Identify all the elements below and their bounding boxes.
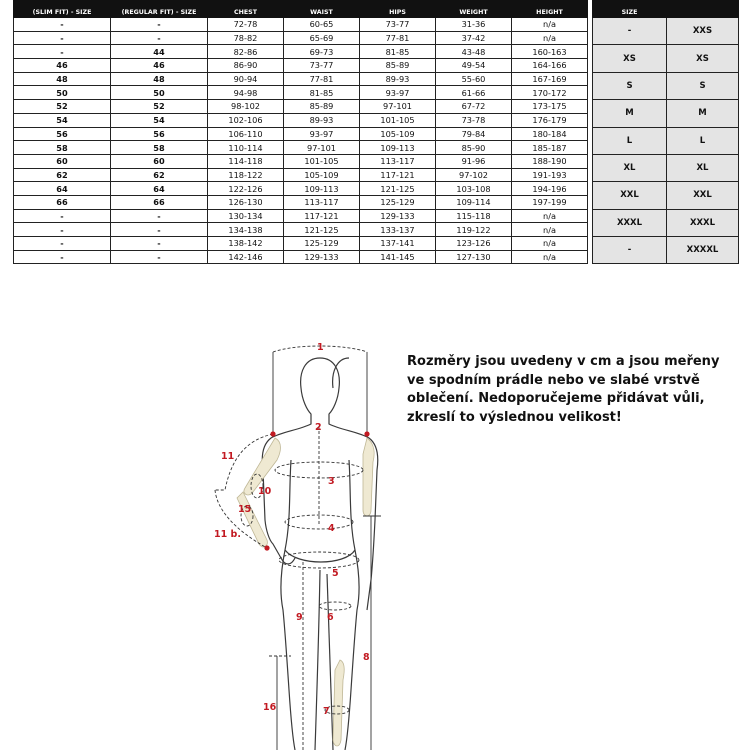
cell-waist: 77-81 (284, 72, 360, 86)
header-size-b (667, 1, 739, 18)
label-4: 4 (328, 523, 335, 534)
cell-weight: 91-96 (436, 154, 512, 168)
size-group-a: - (593, 18, 667, 45)
cell-chest: 86-90 (208, 59, 284, 73)
cell-chest: 134-138 (208, 223, 284, 237)
cell-hips: 129-133 (360, 209, 436, 223)
cell-slim: 64 (14, 182, 111, 196)
label-8: 8 (363, 652, 370, 663)
table-row (14, 100, 739, 114)
cell-chest: 130-134 (208, 209, 284, 223)
measurement-note: Rozměry jsou uvedeny v cm a jsou meřeny ve spodním prádle nebo ve slabé vrstvě oblečení. Nedoporučejeme přidávat vůli, zkreslí to výslednou velikost! (407, 354, 720, 425)
cell-weight: 79-84 (436, 127, 512, 141)
cell-waist: 117-121 (284, 209, 360, 223)
column-gap (588, 141, 593, 155)
cell-chest: 142-146 (208, 250, 284, 264)
size-group-a: XS (593, 45, 667, 72)
cell-waist: 109-113 (284, 182, 360, 196)
size-group-a: L (593, 127, 667, 154)
column-gap (588, 113, 593, 127)
cell-slim: 58 (14, 141, 111, 155)
table-row (14, 18, 739, 32)
cell-hips: 81-85 (360, 45, 436, 59)
cell-hips: 113-117 (360, 154, 436, 168)
column-gap (588, 31, 593, 45)
cell-height: 176-179 (512, 113, 588, 127)
cell-regular: - (111, 250, 208, 264)
table-row (14, 237, 739, 251)
cell-weight: 55-60 (436, 72, 512, 86)
header-size-a: SIZE (593, 1, 667, 18)
cell-chest: 102-106 (208, 113, 284, 127)
cell-height: 173-175 (512, 100, 588, 114)
label-3: 3 (328, 476, 335, 487)
cell-weight: 31-36 (436, 18, 512, 32)
cell-regular: 52 (111, 100, 208, 114)
table-row (14, 154, 739, 168)
cell-slim: 50 (14, 86, 111, 100)
size-group-a: XXL (593, 182, 667, 209)
cell-waist: 89-93 (284, 113, 360, 127)
cell-weight: 85-90 (436, 141, 512, 155)
cell-waist: 105-109 (284, 168, 360, 182)
cell-slim: - (14, 223, 111, 237)
cell-waist: 125-129 (284, 237, 360, 251)
cell-slim: 60 (14, 154, 111, 168)
cell-height: 180-184 (512, 127, 588, 141)
table-row (14, 45, 739, 59)
table-row (14, 182, 739, 196)
cell-slim: - (14, 45, 111, 59)
cell-waist: 81-85 (284, 86, 360, 100)
cell-height: 188-190 (512, 154, 588, 168)
cell-chest: 82-86 (208, 45, 284, 59)
size-group-b: L (667, 127, 739, 154)
cell-hips: 97-101 (360, 100, 436, 114)
size-group-a: M (593, 100, 667, 127)
cell-regular: 56 (111, 127, 208, 141)
cell-slim: 56 (14, 127, 111, 141)
cell-slim: - (14, 250, 111, 264)
cell-chest: 114-118 (208, 154, 284, 168)
size-group-b: XL (667, 154, 739, 181)
label-10: 10 (258, 486, 272, 497)
label-9: 9 (296, 612, 303, 623)
cell-regular: 60 (111, 154, 208, 168)
cell-height: 170-172 (512, 86, 588, 100)
cell-slim: - (14, 31, 111, 45)
cell-height: 167-169 (512, 72, 588, 86)
label-11b: 11 b. (214, 529, 241, 540)
column-gap (588, 250, 593, 264)
cell-hips: 133-137 (360, 223, 436, 237)
column-gap (588, 195, 593, 209)
cell-waist: 73-77 (284, 59, 360, 73)
cell-waist: 129-133 (284, 250, 360, 264)
cell-slim: - (14, 237, 111, 251)
cell-height: 164-166 (512, 59, 588, 73)
cell-height: n/a (512, 209, 588, 223)
cell-regular: - (111, 31, 208, 45)
cell-weight: 119-122 (436, 223, 512, 237)
cell-regular: - (111, 209, 208, 223)
cell-waist: 101-105 (284, 154, 360, 168)
size-table (13, 0, 739, 264)
cell-regular: 48 (111, 72, 208, 86)
cell-slim: 52 (14, 100, 111, 114)
cell-hips: 93-97 (360, 86, 436, 100)
label-11: 11 (221, 451, 235, 462)
label-16: 16 (263, 702, 277, 713)
cell-chest: 138-142 (208, 237, 284, 251)
body-measurement-figure (195, 330, 425, 750)
header-height: HEIGHT (512, 1, 588, 18)
cell-hips: 73-77 (360, 18, 436, 32)
cell-waist: 121-125 (284, 223, 360, 237)
cell-chest: 106-110 (208, 127, 284, 141)
cell-regular: 54 (111, 113, 208, 127)
cell-regular: 64 (111, 182, 208, 196)
cell-regular: - (111, 18, 208, 32)
cell-waist: 60-65 (284, 18, 360, 32)
cell-slim: 46 (14, 59, 111, 73)
size-group-b: XXS (667, 18, 739, 45)
cell-weight: 127-130 (436, 250, 512, 264)
cell-chest: 98-102 (208, 100, 284, 114)
cell-hips: 77-81 (360, 31, 436, 45)
size-group-b: S (667, 72, 739, 99)
cell-hips: 109-113 (360, 141, 436, 155)
cell-height: 191-193 (512, 168, 588, 182)
cell-chest: 126-130 (208, 195, 284, 209)
cell-weight: 67-72 (436, 100, 512, 114)
cell-regular: 50 (111, 86, 208, 100)
size-group-b: XS (667, 45, 739, 72)
label-6: 6 (327, 612, 334, 623)
cell-regular: - (111, 223, 208, 237)
cell-waist: 69-73 (284, 45, 360, 59)
label-1: 1 (317, 342, 324, 353)
cell-hips: 141-145 (360, 250, 436, 264)
cell-height: n/a (512, 237, 588, 251)
cell-weight: 37-42 (436, 31, 512, 45)
cell-weight: 43-48 (436, 45, 512, 59)
cell-height: 194-196 (512, 182, 588, 196)
cell-hips: 85-89 (360, 59, 436, 73)
cell-regular: 58 (111, 141, 208, 155)
cell-regular: - (111, 237, 208, 251)
cell-hips: 117-121 (360, 168, 436, 182)
cell-chest: 110-114 (208, 141, 284, 155)
cell-weight: 73-78 (436, 113, 512, 127)
cell-height: n/a (512, 31, 588, 45)
cell-height: n/a (512, 250, 588, 264)
label-2: 2 (315, 422, 322, 433)
cell-hips: 137-141 (360, 237, 436, 251)
cell-waist: 97-101 (284, 141, 360, 155)
cell-waist: 85-89 (284, 100, 360, 114)
cell-chest: 94-98 (208, 86, 284, 100)
header-weight: WEIGHT (436, 1, 512, 18)
cell-height: 160-163 (512, 45, 588, 59)
cell-chest: 122-126 (208, 182, 284, 196)
cell-weight: 61-66 (436, 86, 512, 100)
cell-height: n/a (512, 223, 588, 237)
cell-hips: 105-109 (360, 127, 436, 141)
cell-hips: 125-129 (360, 195, 436, 209)
label-5: 5 (332, 568, 339, 579)
size-group-b: XXL (667, 182, 739, 209)
table-header-row (14, 1, 739, 18)
header-slim: (SLIM FIT) - SIZE (14, 1, 111, 18)
column-gap (588, 59, 593, 73)
size-group-a: XXXL (593, 209, 667, 236)
cell-hips: 121-125 (360, 182, 436, 196)
size-group-a: S (593, 72, 667, 99)
table-row (14, 209, 739, 223)
cell-waist: 113-117 (284, 195, 360, 209)
cell-height: 185-187 (512, 141, 588, 155)
cell-slim: 62 (14, 168, 111, 182)
cell-weight: 49-54 (436, 59, 512, 73)
table-row (14, 127, 739, 141)
cell-chest: 78-82 (208, 31, 284, 45)
header-chest: CHEST (208, 1, 284, 18)
cell-hips: 101-105 (360, 113, 436, 127)
measurement-lines (215, 346, 381, 750)
size-group-b: M (667, 100, 739, 127)
cell-regular: 46 (111, 59, 208, 73)
bone-highlights (237, 438, 374, 746)
header-hips: HIPS (360, 1, 436, 18)
cell-weight: 123-126 (436, 237, 512, 251)
column-gap (588, 86, 593, 100)
cell-hips: 89-93 (360, 72, 436, 86)
table-row (14, 72, 739, 86)
cell-regular: 62 (111, 168, 208, 182)
body-silhouette (262, 358, 377, 750)
cell-weight: 97-102 (436, 168, 512, 182)
cell-regular: 44 (111, 45, 208, 59)
cell-weight: 115-118 (436, 209, 512, 223)
cell-waist: 93-97 (284, 127, 360, 141)
size-group-b: XXXL (667, 209, 739, 236)
cell-chest: 72-78 (208, 18, 284, 32)
size-group-a: - (593, 237, 667, 264)
header-waist: WAIST (284, 1, 360, 18)
cell-slim: 48 (14, 72, 111, 86)
size-group-b: XXXXL (667, 237, 739, 264)
header-regular: (REGULAR FIT) - SIZE (111, 1, 208, 18)
cell-height: n/a (512, 18, 588, 32)
cell-chest: 118-122 (208, 168, 284, 182)
cell-weight: 103-108 (436, 182, 512, 196)
label-7: 7 (323, 706, 330, 717)
column-gap (588, 168, 593, 182)
cell-slim: - (14, 18, 111, 32)
cell-height: 197-199 (512, 195, 588, 209)
cell-slim: - (14, 209, 111, 223)
cell-regular: 66 (111, 195, 208, 209)
label-15: 15 (238, 504, 252, 515)
column-gap (588, 223, 593, 237)
cell-slim: 66 (14, 195, 111, 209)
size-group-a: XL (593, 154, 667, 181)
cell-weight: 109-114 (436, 195, 512, 209)
cell-slim: 54 (14, 113, 111, 127)
cell-chest: 90-94 (208, 72, 284, 86)
cell-waist: 65-69 (284, 31, 360, 45)
